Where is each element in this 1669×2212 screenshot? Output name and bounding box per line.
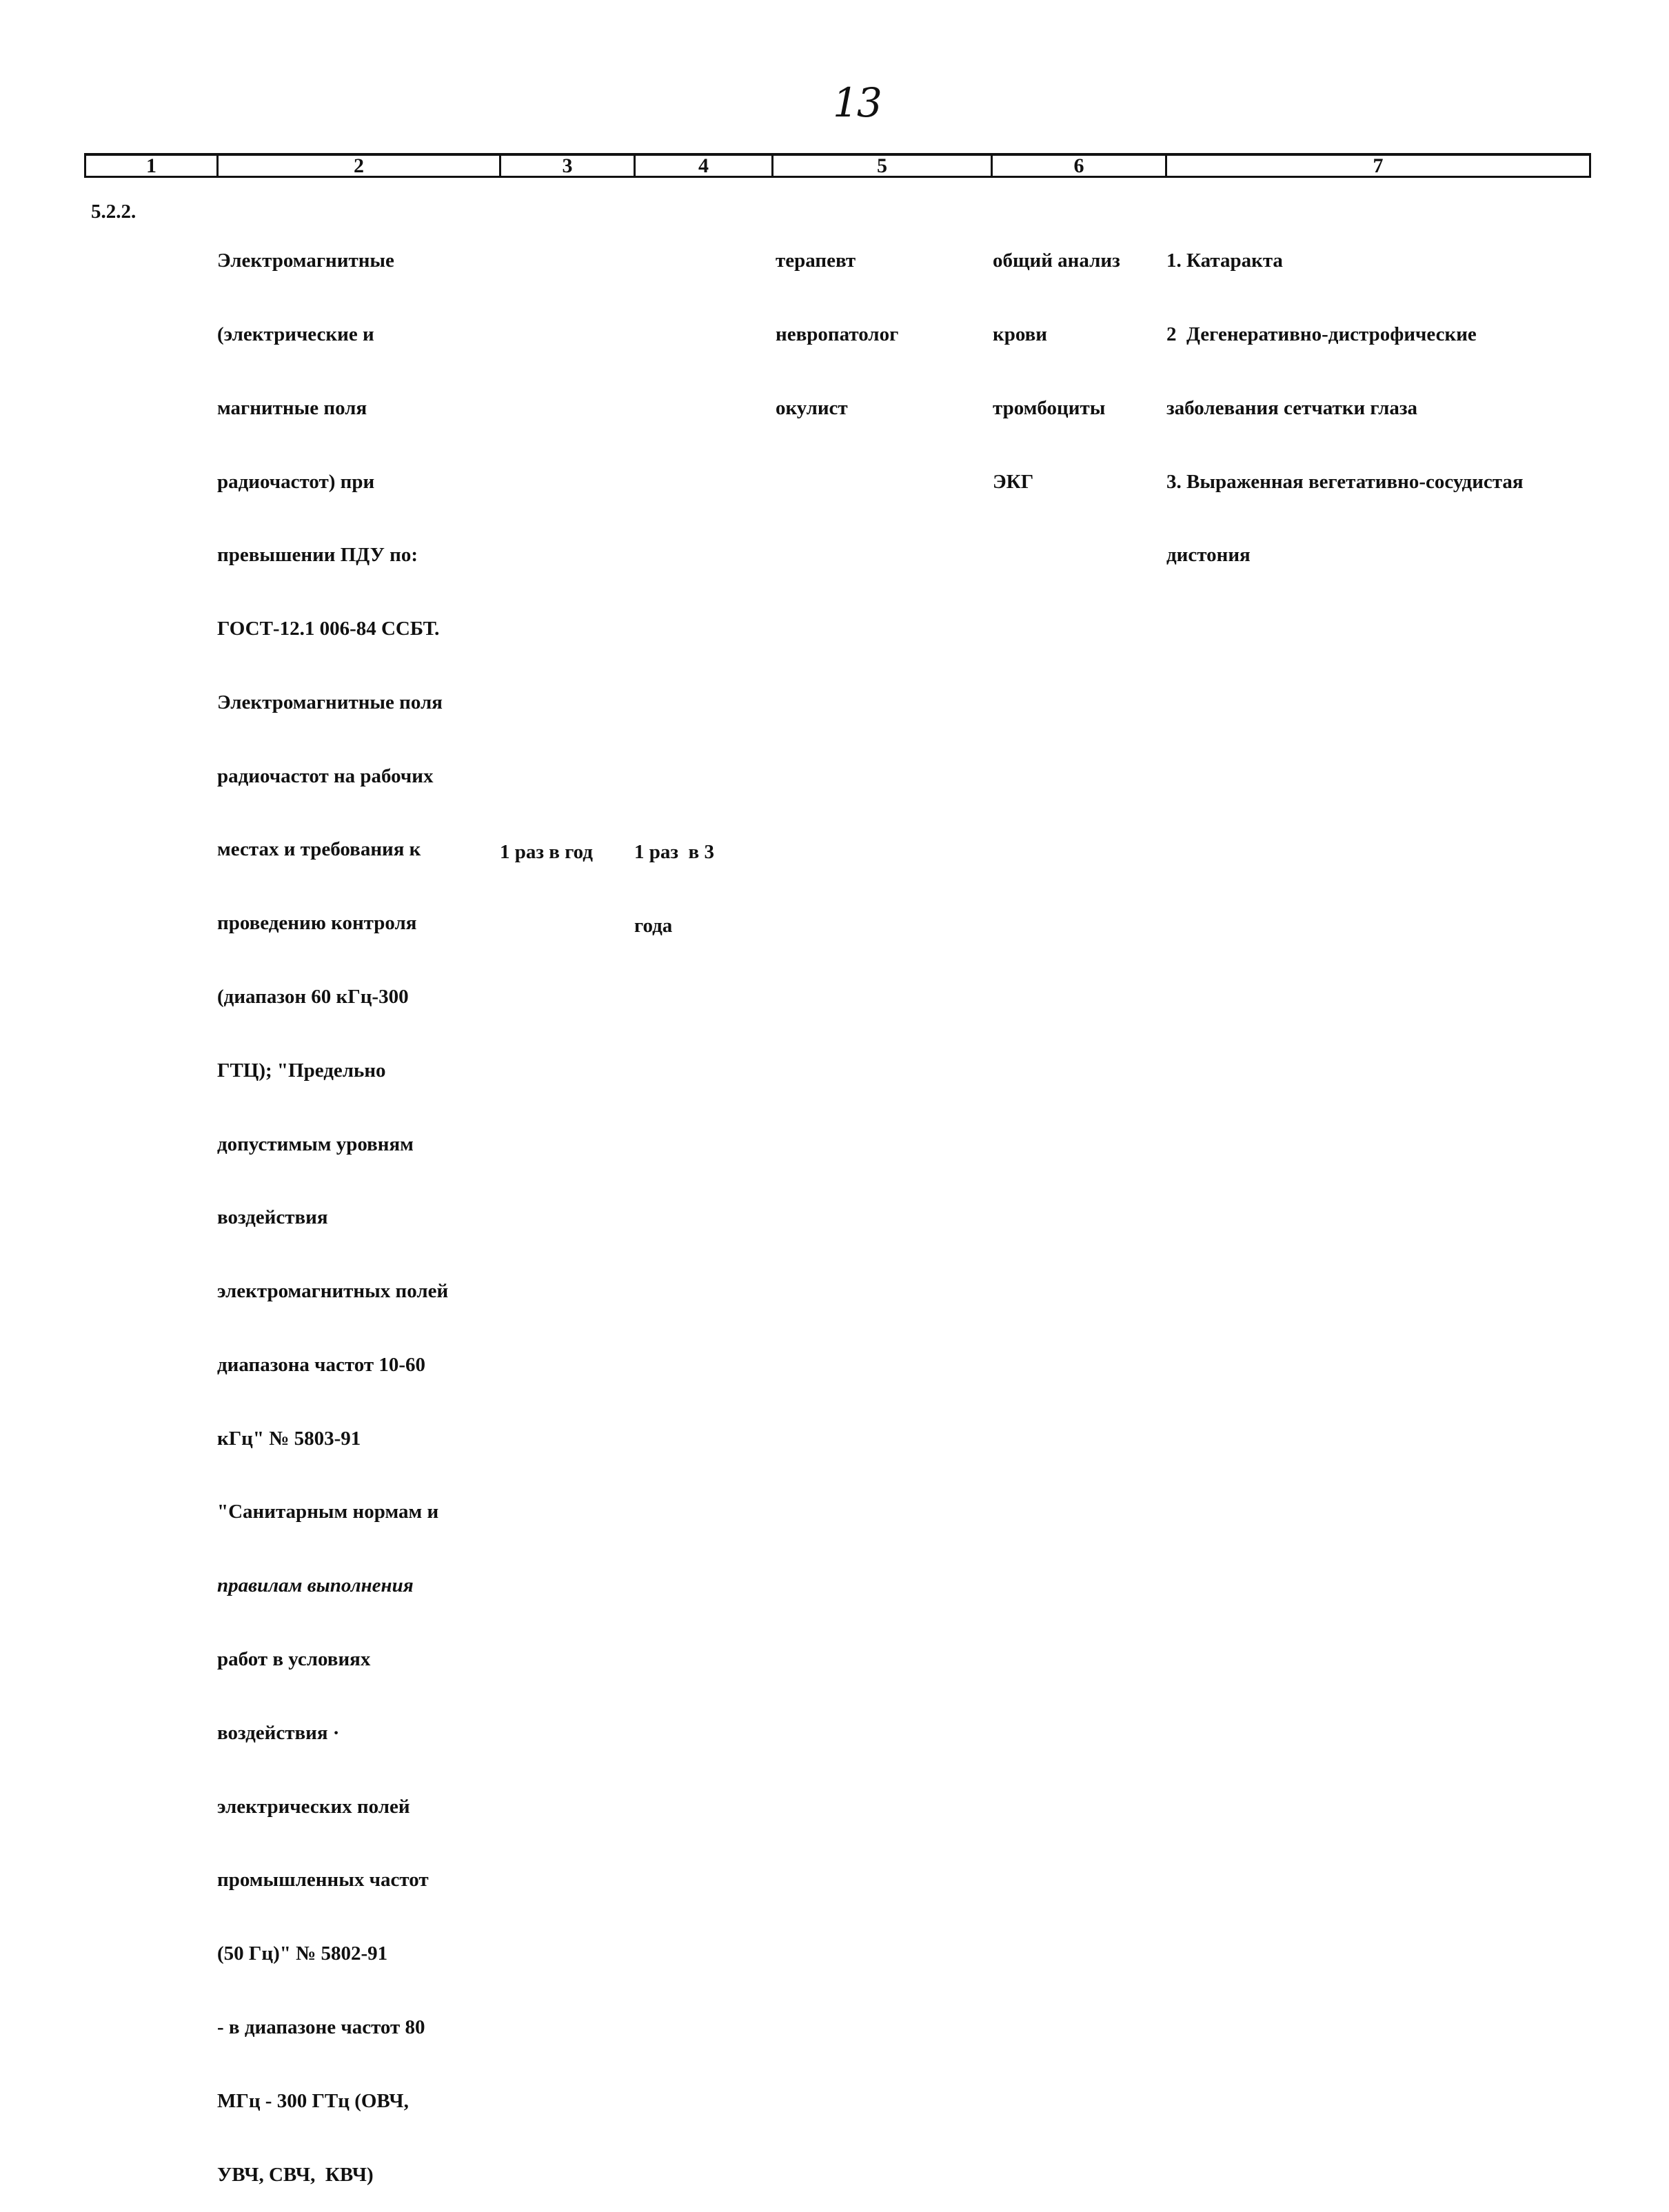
factor-line: (электрические и <box>217 323 374 345</box>
factor-line: электрических полей <box>217 1795 410 1818</box>
contraindication: 2 Дегенеративно-дистрофические <box>1166 323 1477 345</box>
factor-line: правилам выполнения <box>217 1574 414 1597</box>
examination-frequency-cell <box>500 791 593 889</box>
factor-line: радиочастот) при <box>217 470 375 493</box>
factor-line: превышении ПДУ по: <box>217 544 418 567</box>
specialist: терапевт <box>776 250 856 272</box>
column-header-2: 2 <box>219 156 501 176</box>
factor-line: кГц" № 5803-91 <box>217 1427 361 1450</box>
frequency-alt-line: 1 раз в 3 <box>634 841 714 864</box>
factor-line: (50 Гц)" № 5802-91 <box>217 1942 388 1965</box>
factor-line: воздействия <box>217 1206 328 1229</box>
specialists-cell <box>776 200 898 445</box>
column-header-6: 6 <box>993 156 1167 176</box>
factor-line: диапазона частот 10-60 <box>217 1353 426 1376</box>
frequency-alt-line: года <box>634 914 673 937</box>
frequency-line: 1 раз в год <box>500 841 593 864</box>
factor-line: ГОСТ-12.1 006-84 ССБТ. <box>217 618 440 640</box>
column-header-4: 4 <box>636 156 773 176</box>
column-header-3: 3 <box>501 156 636 176</box>
contraindication: заболевания сетчатки глаза <box>1166 396 1418 419</box>
factor-line: (диапазон 60 кГц-300 <box>217 986 409 1008</box>
examination: крови <box>993 323 1047 345</box>
factor-line: Электромагнитные поля <box>217 691 443 713</box>
factor-line: МГц - 300 ГТц (ОВЧ, <box>217 2089 409 2112</box>
column-header-1: 1 <box>86 156 219 176</box>
factor-line: допустимым уровням <box>217 1133 414 1155</box>
factor-line: Электромагнитные <box>217 250 394 272</box>
contraindication: 3. Выраженная вегетативно-сосудистая <box>1166 470 1524 493</box>
specialist: окулист <box>776 396 848 419</box>
contraindications-cell <box>1166 200 1524 593</box>
examination: ЭКГ <box>993 470 1034 493</box>
row-number: 5.2.2. <box>91 201 136 223</box>
examination-frequency-alt-cell <box>634 791 714 963</box>
harmful-factor-cell <box>217 200 448 2212</box>
column-header-5: 5 <box>773 156 993 176</box>
contraindication: 1. Катаракта <box>1166 250 1283 272</box>
examination: тромбоциты <box>993 396 1106 419</box>
factor-line: промышленных частот <box>217 1869 429 1891</box>
column-header-strip <box>84 153 1591 178</box>
examinations-cell <box>993 200 1120 519</box>
factor-line: местах и требования к <box>217 838 421 861</box>
factor-line: УВЧ, СВЧ, КВЧ) <box>217 2163 374 2186</box>
factor-line: ГТЦ); "Предельно <box>217 1059 386 1082</box>
factor-line: - в диапазоне частот 80 <box>217 2016 425 2038</box>
factor-line: проведению контроля <box>217 912 417 935</box>
factor-line: воздействия · <box>217 1721 340 1744</box>
factor-line: "Санитарным нормам и <box>217 1501 439 1523</box>
factor-line: электромагнитных полей <box>217 1280 449 1303</box>
contraindication: дистония <box>1166 544 1251 567</box>
factor-line: радиочастот на рабочих <box>217 764 434 787</box>
page-number: 13 <box>833 79 881 126</box>
column-header-7: 7 <box>1373 154 1384 177</box>
factor-line: работ в условиях <box>217 1648 371 1671</box>
examination: общий анализ <box>993 250 1120 272</box>
specialist: невропатолог <box>776 323 899 345</box>
factor-line: магнитные поля <box>217 396 367 419</box>
